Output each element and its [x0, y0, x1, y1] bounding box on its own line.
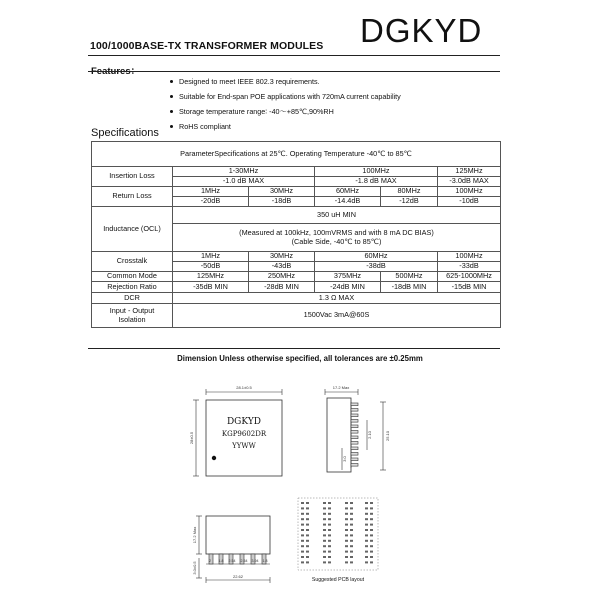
- pcb-pad: [301, 540, 304, 542]
- front-pitch-label: 2.54: [228, 559, 236, 563]
- pcb-pad: [323, 561, 326, 563]
- pcb-pad: [306, 529, 309, 531]
- table-cell: -15dB MIN: [438, 282, 501, 293]
- side-lead: [351, 464, 358, 467]
- pcb-pad: [306, 540, 309, 542]
- header-rule: [88, 55, 500, 56]
- pcb-pad: [301, 561, 304, 563]
- pcb-pad: [345, 556, 348, 558]
- pin1-marker: [212, 456, 216, 460]
- front-pitch-label: 2: [209, 559, 211, 563]
- pcb-layout-pads: [301, 502, 373, 563]
- pcb-pad: [328, 507, 331, 509]
- table-cell: 250MHz: [249, 272, 315, 282]
- pcb-pad: [350, 502, 353, 504]
- table-cell: -50dB: [173, 262, 249, 272]
- pcb-pad: [350, 513, 353, 515]
- table-cell: 100MHz: [315, 167, 438, 177]
- pcb-pad: [350, 540, 353, 542]
- pcb-pad: [328, 545, 331, 547]
- pcb-pad: [370, 529, 373, 531]
- table-cell: 60MHz: [315, 187, 381, 197]
- side-height-dim: 25.10: [385, 430, 390, 442]
- table-cell: 500MHz: [381, 272, 438, 282]
- pcb-pad: [323, 507, 326, 509]
- pcb-pad: [370, 518, 373, 520]
- pcb-pad: [306, 551, 309, 553]
- features-heading: Features：: [91, 66, 141, 77]
- pcb-pad: [365, 551, 368, 553]
- pcb-pad: [365, 534, 368, 536]
- table-cell: 125MHz: [438, 167, 501, 177]
- pcb-pad: [306, 518, 309, 520]
- side-lead: [351, 431, 358, 434]
- front-pitch-label: 1.8: [218, 559, 224, 563]
- front-pitch-label: 2.54: [240, 559, 248, 563]
- table-cell: -1.8 dB MAX: [315, 177, 438, 187]
- pcb-pad: [350, 551, 353, 553]
- pcb-pad: [306, 524, 309, 526]
- side-lead: [351, 420, 358, 423]
- pcb-pad: [306, 556, 309, 558]
- spec-condition: ParameterSpecifications at 25℃. Operating Temperature -40℃ to 85℃: [92, 142, 501, 167]
- dcr-label: DCR: [92, 293, 173, 304]
- pcb-pad: [350, 561, 353, 563]
- pcb-pad: [345, 561, 348, 563]
- features-list: [170, 74, 401, 134]
- pcb-pad: [328, 513, 331, 515]
- pcb-pad: [365, 524, 368, 526]
- crosstalk-label: Crosstalk: [92, 252, 173, 272]
- front-lead-dim: 3.0±0.5: [192, 561, 197, 575]
- pcb-pad: [365, 561, 368, 563]
- table-cell: -38dB: [315, 262, 438, 272]
- side-lead: [351, 425, 358, 428]
- side-width-dim: 17.2 Max: [332, 385, 350, 390]
- pcb-pad: [345, 545, 348, 547]
- table-cell: 625-1000MHz: [438, 272, 501, 282]
- pcb-pad: [328, 529, 331, 531]
- pcb-pad: [323, 551, 326, 553]
- pcb-pad: [328, 534, 331, 536]
- pcb-pad: [350, 524, 353, 526]
- table-cell: -3.0dB MAX: [438, 177, 501, 187]
- pcb-pad: [301, 556, 304, 558]
- pcb-pad: [370, 524, 373, 526]
- table-cell: 60MHz: [315, 252, 438, 262]
- table-cell: 100MHz: [438, 252, 501, 262]
- document-title: 100/1000BASE-TX TRANSFORMER MODULES: [90, 40, 324, 52]
- pcb-pad: [345, 518, 348, 520]
- pcb-pad: [301, 529, 304, 531]
- pcb-pad: [350, 534, 353, 536]
- pcb-pad: [328, 540, 331, 542]
- section-rule: [88, 348, 500, 349]
- isolation-label: Input - Output Isolation: [92, 304, 173, 328]
- feature-item: RoHS compliant: [170, 119, 401, 134]
- pcb-pad: [306, 513, 309, 515]
- table-cell: 80MHz: [381, 187, 438, 197]
- pcb-pad: [345, 524, 348, 526]
- specifications-heading: Specifications: [91, 127, 159, 139]
- inductance-value: 350 uH MIN: [173, 207, 501, 224]
- pcb-pad: [306, 561, 309, 563]
- mechanical-drawings: [180, 380, 420, 590]
- pcb-pad: [365, 502, 368, 504]
- table-cell: 125MHz: [173, 272, 249, 282]
- pcb-pad: [345, 513, 348, 515]
- features-rule: [88, 71, 500, 72]
- top-width-dim: 28.1±0.5: [236, 385, 252, 390]
- pcb-pad: [323, 540, 326, 542]
- pcb-pad: [370, 513, 373, 515]
- pcb-pad: [350, 507, 353, 509]
- pcb-pad: [301, 534, 304, 536]
- front-pitch-label: 1.8: [262, 559, 268, 563]
- pcb-pad: [350, 529, 353, 531]
- table-cell: -14.4dB: [315, 197, 381, 207]
- pcb-pad: [323, 502, 326, 504]
- table-cell: 30MHz: [249, 187, 315, 197]
- table-cell: -35dB MIN: [173, 282, 249, 293]
- side-lead: [351, 436, 358, 439]
- feature-item: Suitable for End-span POE applications with 720mA current capability: [170, 89, 401, 104]
- return-loss-label: Return Loss: [92, 187, 173, 207]
- table-cell: 100MHz: [438, 187, 501, 197]
- pcb-pad: [345, 534, 348, 536]
- drawing-brand-label: DGKYD: [226, 417, 262, 427]
- pcb-pad: [365, 507, 368, 509]
- pcb-pad: [370, 507, 373, 509]
- pcb-pad: [370, 545, 373, 547]
- pcb-pad: [323, 513, 326, 515]
- front-pitch-label: 3.94: [251, 559, 259, 563]
- side-pitch-dim: 2.10: [367, 431, 372, 439]
- side-view-leads: [351, 403, 358, 466]
- pcb-pad: [345, 551, 348, 553]
- feature-item: Designed to meet IEEE 802.3 requirements.: [170, 74, 401, 89]
- pcb-pad: [370, 502, 373, 504]
- pcb-pad: [365, 529, 368, 531]
- table-cell: -18dB: [249, 197, 315, 207]
- front-height-dim: 17.2 Max: [192, 526, 197, 544]
- table-cell: -33dB: [438, 262, 501, 272]
- pcb-pad: [350, 545, 353, 547]
- drawing-date-code: YYWW: [232, 442, 256, 450]
- side-lead: [351, 409, 358, 412]
- pcb-pad: [306, 545, 309, 547]
- pcb-pad: [370, 551, 373, 553]
- pcb-pad: [350, 518, 353, 520]
- side-lead: [351, 453, 358, 456]
- pcb-pad: [365, 518, 368, 520]
- table-cell: 1-30MHz: [173, 167, 315, 177]
- common-mode-label: Common Mode: [92, 272, 173, 282]
- inductance-label: Inductance (OCL): [92, 207, 173, 252]
- pcb-pad: [306, 502, 309, 504]
- isolation-value: 1500Vac 3mA@60S: [173, 304, 501, 328]
- pcb-pad: [370, 556, 373, 558]
- pcb-pad: [370, 561, 373, 563]
- pcb-pad: [370, 534, 373, 536]
- pcb-pad: [328, 502, 331, 504]
- pcb-pad: [365, 556, 368, 558]
- pcb-pad: [323, 529, 326, 531]
- table-cell: 1MHz: [173, 252, 249, 262]
- side-lead: [351, 403, 358, 406]
- side-lead-dim: 3.0: [342, 456, 347, 462]
- inductance-condition: (Measured at 100kHz, 100mVRMS and with 8 mA DC BIAS) (Cable Side, -40℃ to 85℃): [173, 224, 501, 252]
- pcb-pad: [365, 513, 368, 515]
- pcb-pad: [328, 556, 331, 558]
- top-height-dim: 28±0.5: [189, 431, 194, 445]
- pcb-pad: [306, 507, 309, 509]
- front-view-drawing: [196, 516, 270, 583]
- pcb-pad: [323, 545, 326, 547]
- pcb-pad: [345, 540, 348, 542]
- pcb-pad: [323, 556, 326, 558]
- pcb-pad: [306, 534, 309, 536]
- pcb-layout-caption: Suggested PCB layout: [311, 577, 365, 583]
- table-cell: -28dB MIN: [249, 282, 315, 293]
- specifications-table: [91, 141, 501, 328]
- front-total-dim: 22.62: [232, 574, 244, 579]
- table-cell: 30MHz: [249, 252, 315, 262]
- table-cell: -10dB: [438, 197, 501, 207]
- pcb-pad: [323, 524, 326, 526]
- pcb-pad: [323, 518, 326, 520]
- table-cell: 375MHz: [315, 272, 381, 282]
- dcr-value: 1.3 Ω MAX: [173, 293, 501, 304]
- insertion-loss-label: Insertion Loss: [92, 167, 173, 187]
- pcb-pad: [301, 524, 304, 526]
- drawing-part-number: KGP9602DR: [221, 430, 267, 438]
- pcb-pad: [370, 540, 373, 542]
- table-cell: 1MHz: [173, 187, 249, 197]
- table-cell: -43dB: [249, 262, 315, 272]
- dimension-note: Dimension Unless otherwise specified, all tolerances are ±0.25mm: [177, 354, 423, 363]
- brand-logo: DGKYD: [360, 12, 483, 49]
- pcb-pad: [301, 502, 304, 504]
- pcb-pad: [345, 502, 348, 504]
- table-cell: -20dB: [173, 197, 249, 207]
- pcb-pad: [301, 551, 304, 553]
- side-lead: [351, 458, 358, 461]
- pcb-pad: [345, 507, 348, 509]
- pcb-pad: [328, 524, 331, 526]
- pcb-pad: [328, 518, 331, 520]
- table-cell: -1.0 dB MAX: [173, 177, 315, 187]
- feature-item: Storage temperature range∶ -40〜+85℃,90%RH: [170, 104, 401, 119]
- pcb-pad: [301, 513, 304, 515]
- pcb-pad: [323, 534, 326, 536]
- pcb-pad: [301, 545, 304, 547]
- side-lead: [351, 442, 358, 445]
- table-cell: -24dB MIN: [315, 282, 381, 293]
- table-cell: -18dB MIN: [381, 282, 438, 293]
- side-lead: [351, 414, 358, 417]
- pcb-pad: [328, 561, 331, 563]
- pcb-pad: [328, 551, 331, 553]
- pcb-pad: [365, 540, 368, 542]
- pcb-pad: [345, 529, 348, 531]
- pcb-pad: [301, 507, 304, 509]
- rejection-ratio-label: Rejection Ratio: [92, 282, 173, 293]
- table-cell: -12dB: [381, 197, 438, 207]
- pcb-pad: [301, 518, 304, 520]
- pcb-pad: [365, 545, 368, 547]
- side-lead: [351, 447, 358, 450]
- pcb-pad: [350, 556, 353, 558]
